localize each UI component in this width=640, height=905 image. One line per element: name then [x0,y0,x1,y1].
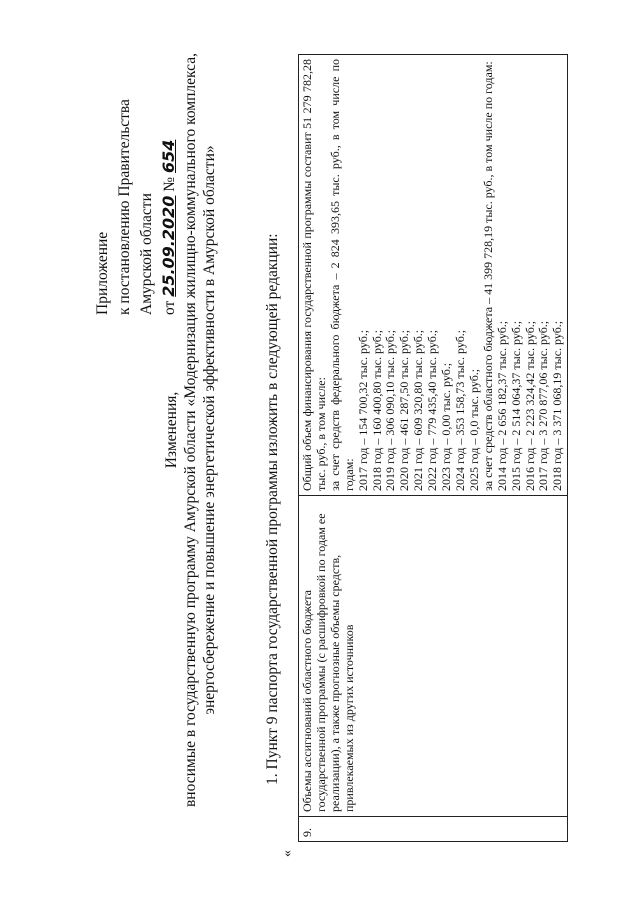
federal-year-item: 2018 год – 160 400,80 тыс. руб.; [369,329,384,491]
federal-year-item: 2021 год – 609 320,80 тыс. руб.; [411,329,426,491]
row-label: Объемы ассигнований областного бюджета государственной программы (с расшифровкой по годам ее реализации), а также прогнозные объемы средств, привлекаемых из других источников [299,496,568,817]
handwritten-date: 25.09.2020 [159,195,178,297]
regional-year-item: 2015 год – 2 514 064,37 тыс. руб.; [508,320,523,491]
document-heading [162,35,219,825]
regional-year-item: 2016 год – 2 223 324,42 тыс. руб.; [522,320,537,491]
opening-quote: « [280,850,295,857]
appendix-title: Приложение [94,231,111,315]
point-instruction: 1. Пункт 9 паспорта государственной программы изложить в следующей редакции: [264,233,281,785]
federal-year-item: 2019 год – 306 090,10 тыс. руб.; [383,329,398,491]
number-prefix: № [161,176,178,192]
federal-intro: за счет средств федерального бюджета – 2 824 393,65 тыс. руб., в том числе по годам: [327,59,356,491]
regional-year-item: 2017 год – 3 270 877,06 тыс. руб.; [536,320,551,491]
federal-year-item: 2024 год – 353 158,73 тыс. руб.; [452,329,467,491]
funding-cell [299,55,568,496]
federal-year-item: 2025 год – 0,0 тыс. руб.; [466,368,481,491]
table-row [299,55,568,842]
regional-year-item: 2018 год – 3 371 068,19 тыс. руб.; [550,320,565,491]
regional-intro: за счет средств областного бюджета – 41 399 728,19 тыс. руб., в том числе по годам: [480,61,495,491]
funding-total: Общий объем финансирования государственной программы составит 51 279 782,28 тыс. руб., в том числе: [300,59,328,491]
federal-year-item: 2022 год – 779 435,40 тыс. руб.; [425,329,440,491]
date-prefix: от [161,300,178,315]
appendix-resolution-line: к постановлению Правительства [116,99,133,315]
appendix-region-line: Амурской области [138,193,155,315]
row-number: 9. [299,817,568,842]
heading-line-2: вносимые в государственную программу Амурской области «Модернизация жилищно-коммунального комплекса, [182,53,199,808]
federal-year-item: 2023 год – 0,00 тыс. руб.; [439,362,454,491]
federal-year-item: 2017 год – 154 700,32 тыс. руб.; [355,329,370,491]
handwritten-number: 654 [159,139,178,174]
heading-title: Изменения, [163,391,180,469]
heading-line-3: энергосбережение и повышение энергетической эффективности в Амурской области» [201,145,218,715]
passport-table [298,54,568,842]
regional-year-item: 2014 год – 2 656 182,37 тыс. руб.; [494,320,509,491]
federal-year-item: 2020 год – 461 287,50 тыс. руб.; [397,329,412,491]
